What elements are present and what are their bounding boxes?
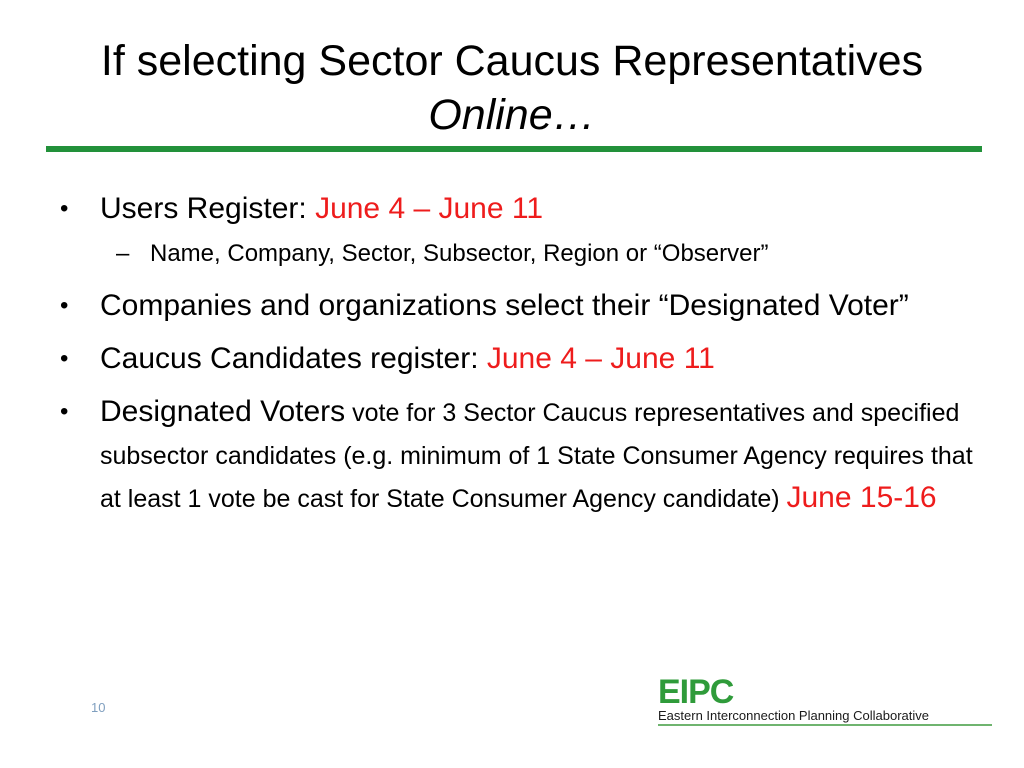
bullet-text [100,391,980,520]
bullet-prefix: Users Register: [100,192,316,225]
slide-content [60,188,980,532]
subbullet-registration-fields [116,237,980,271]
bullet-detail: vote for 3 Sector Caucus representatives and specified subsector candidates (e.g. minimum of 1 State Consumer Agency requires that at least 1 vote be cast for State Consumer Agency candidate) [100,399,973,513]
bullet-candidates-register [60,338,980,379]
bullet-dot: • [60,398,69,425]
date-highlight: June 4 – June 11 [486,342,715,375]
logo-underline [658,724,992,726]
subbullet-text: Name, Company, Sector, Subsector, Region or “Observer” [150,240,769,267]
bullet-text [100,338,980,379]
eipc-logo [658,674,992,728]
bullet-users-register [60,188,980,229]
bullet-designated-voter-selection [60,285,980,326]
bullet-dot: • [60,195,69,222]
bullet-text [100,188,980,229]
slide-title-line-2: Online… [428,91,596,139]
bullet-dot: • [60,292,69,319]
date-highlight: June 4 – June 11 [315,192,544,225]
logo-mark [658,673,776,711]
logo-letters: EIPC [658,673,734,711]
slide-title [0,34,1024,142]
title-divider [46,146,982,152]
bullet-prefix: Caucus Candidates register: [100,342,487,375]
slide-number: 10 [91,700,106,715]
bullet-text: Companies and organizations select their “Designated Voter” [100,289,909,322]
bullet-lead: Designated Voters [100,395,346,428]
slide-title-line-1: If selecting Sector Caucus Representatives [100,37,924,85]
bullet-dot: • [60,345,69,372]
logo-subtitle: Eastern Interconnection Planning Collaborative [658,708,930,723]
bullet-designated-voters-vote [60,391,980,520]
date-highlight: June 15-16 [786,481,937,514]
subbullet-dash: – [116,240,130,267]
